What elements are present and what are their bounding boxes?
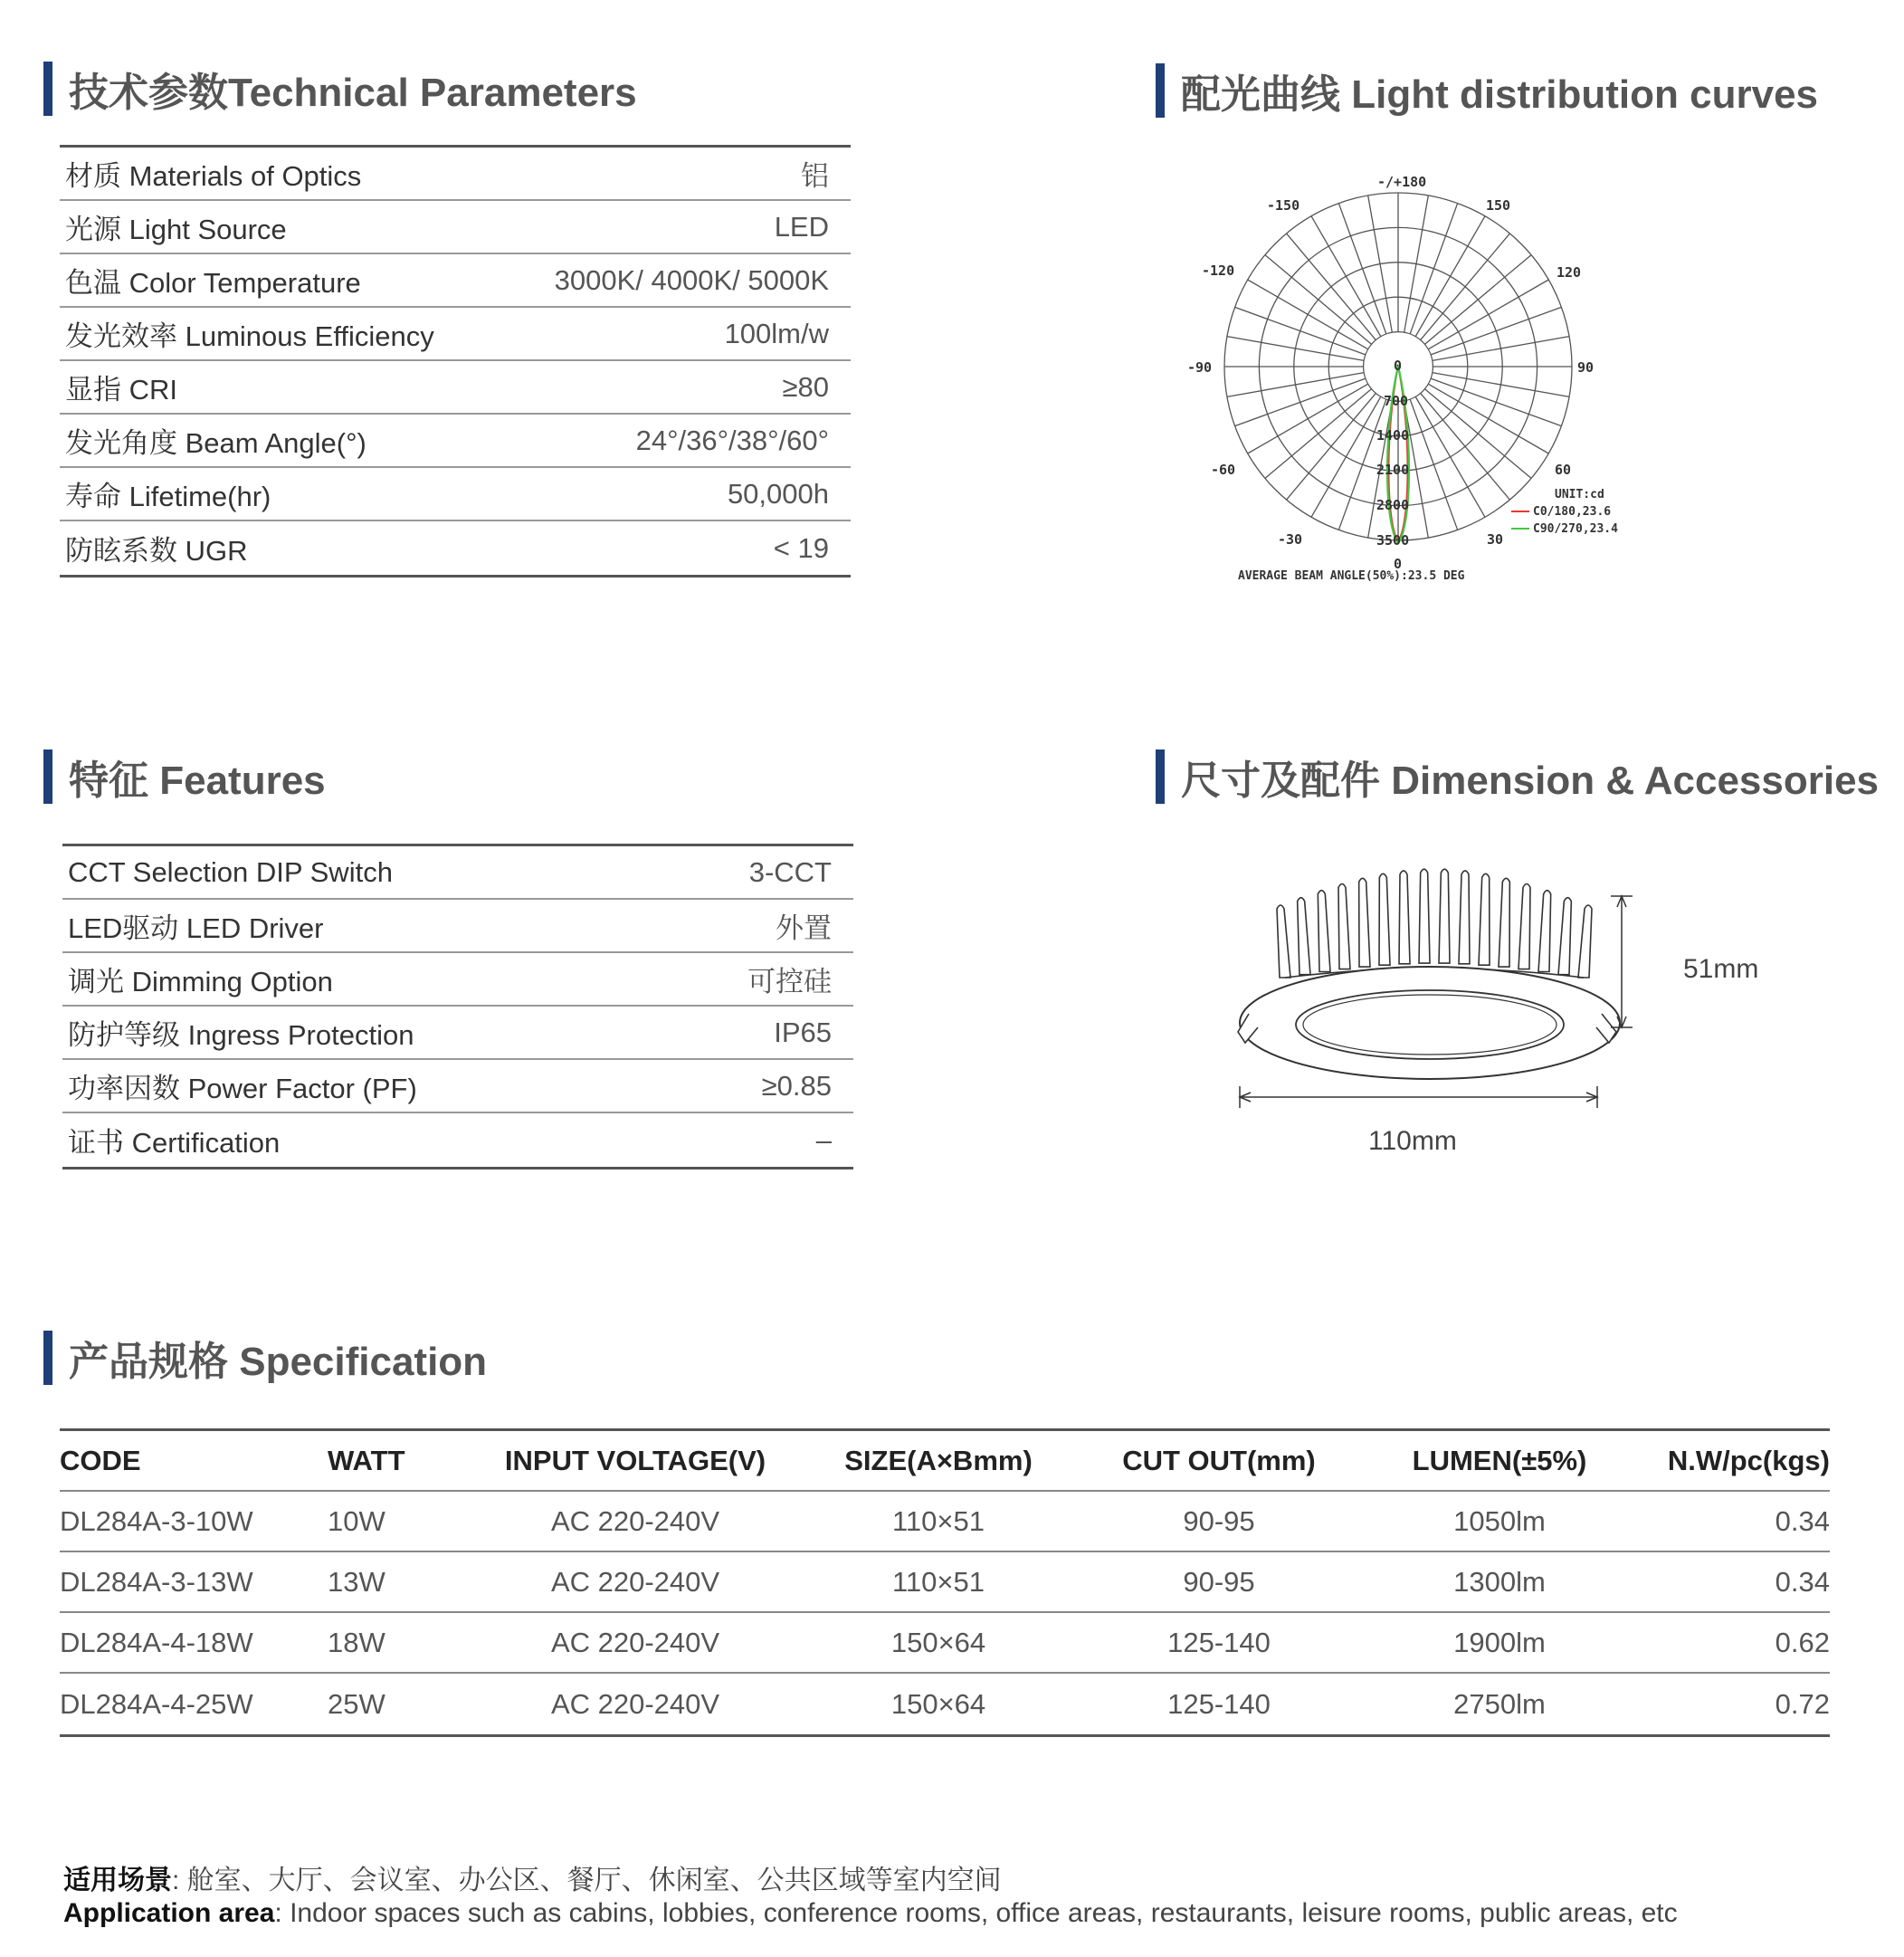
lens-inner — [1303, 995, 1557, 1055]
feature-value: 可控硅 — [747, 966, 832, 998]
table-row — [62, 1060, 853, 1113]
column-header: SIZE(A×Bmm) — [844, 1444, 1033, 1476]
angle-label: -150 — [1267, 197, 1300, 214]
tech-section-title: 技术参数Technical Parameters — [69, 71, 637, 115]
application-cn — [63, 1865, 1678, 1897]
heatsink-fin — [1379, 873, 1390, 965]
grid-spoke — [1431, 378, 1561, 426]
grid-spoke — [1227, 337, 1364, 361]
feature-value: 外置 — [776, 912, 832, 944]
angle-label: 60 — [1555, 462, 1572, 478]
table-header-row — [60, 1431, 1830, 1492]
beam-angle-caption: AVERAGE BEAM ANGLE(50%):23.5 DEG — [1238, 569, 1465, 583]
height-label: 51mm — [1683, 954, 1759, 984]
table-row — [62, 846, 853, 900]
cell-lumen: 2750lm — [1453, 1687, 1546, 1720]
heatsink-fin — [1419, 869, 1430, 963]
heatsink-fin — [1439, 869, 1450, 963]
features-table — [62, 844, 853, 1169]
grid-spoke — [1235, 307, 1366, 355]
radial-label: 0 — [1394, 358, 1403, 374]
cell-lumen: 1900lm — [1453, 1626, 1546, 1658]
heatsink-fins — [1277, 869, 1592, 978]
cell-voltage: AC 220-240V — [550, 1504, 720, 1537]
cell-code: DL284A-3-13W — [60, 1565, 253, 1598]
title-accent-bar — [1156, 63, 1165, 118]
grid-spoke — [1227, 373, 1364, 397]
param-value: 3000K/ 4000K/ 5000K — [554, 263, 829, 296]
table-row — [60, 1492, 1830, 1552]
param-label: 光源 Light Source — [65, 214, 287, 245]
application-cn-label: 适用场景 — [63, 1866, 172, 1895]
cell-lumen: 1050lm — [1453, 1504, 1546, 1537]
cell-cutout: 90-95 — [1183, 1504, 1255, 1537]
cell-code: DL284A-4-18W — [60, 1626, 253, 1658]
table-row — [60, 1674, 1830, 1734]
param-label: 发光效率 Luminous Efficiency — [65, 320, 434, 352]
param-label: 寿命 Lifetime(hr) — [65, 481, 271, 512]
param-label: 发光角度 Beam Angle(°) — [65, 427, 367, 459]
param-value: 100lm/w — [724, 317, 829, 349]
spec-table — [60, 1428, 1830, 1737]
radial-label: 3500 — [1376, 532, 1410, 549]
title-accent-bar — [43, 62, 52, 116]
cell-cutout: 90-95 — [1183, 1565, 1255, 1598]
heatsink-fin — [1277, 905, 1290, 978]
angle-label: -120 — [1202, 263, 1235, 279]
radial-label: 700 — [1384, 393, 1409, 409]
tech-params-table — [60, 145, 851, 578]
heatsink-fin — [1338, 883, 1350, 969]
cell-watt: 13W — [328, 1565, 386, 1598]
cell-size: 110×51 — [891, 1504, 985, 1537]
feature-label: CCT Selection DIP Switch — [68, 855, 393, 888]
param-value: LED — [774, 210, 829, 243]
table-row — [62, 1113, 853, 1167]
param-label: 显指 CRI — [65, 374, 177, 406]
cell-lumen: 1300lm — [1453, 1565, 1546, 1598]
grid-spoke — [1433, 337, 1569, 361]
table-row — [62, 900, 853, 953]
dimension-section-header — [1156, 748, 1879, 806]
heatsink-fin — [1518, 883, 1530, 969]
dimension-section-title: 尺寸及配件 Dimension & Accessories — [1181, 759, 1880, 803]
table-row — [60, 468, 851, 521]
cell-code: DL284A-3-10W — [60, 1504, 253, 1537]
feature-value: 3-CCT — [748, 855, 832, 888]
column-header: LUMEN(±5%) — [1412, 1444, 1587, 1476]
application-cn-text: : 舱室、大厅、会议室、办公区、餐厅、休闲室、公共区域等室内空间 — [172, 1866, 1002, 1895]
application-area — [63, 1865, 1678, 1930]
radial-label: 1400 — [1376, 427, 1410, 444]
column-header: CUT OUT(mm) — [1122, 1444, 1316, 1476]
application-en-text: : Indoor spaces such as cabins, lobbies, conference rooms, office areas, restaurants, leisure rooms, public areas, etc — [274, 1898, 1678, 1928]
title-accent-bar — [43, 1331, 52, 1385]
table-row — [60, 201, 851, 254]
feature-value: ≥0.85 — [761, 1069, 832, 1102]
heatsink-fin — [1298, 898, 1310, 975]
cell-cutout: 125-140 — [1167, 1687, 1271, 1720]
cell-cutout: 125-140 — [1167, 1626, 1271, 1658]
angle-label: 90 — [1577, 359, 1595, 376]
angle-label: -30 — [1278, 531, 1303, 548]
width-label: 110mm — [1368, 1126, 1457, 1156]
angle-label: 0 — [1394, 556, 1403, 572]
cell-weight: 0.72 — [1775, 1687, 1830, 1720]
grid-spoke — [1410, 399, 1458, 530]
feature-label: 功率因数 Power Factor (PF) — [68, 1073, 417, 1104]
cell-watt: 25W — [328, 1687, 386, 1720]
table-row — [60, 254, 851, 308]
cell-watt: 18W — [328, 1626, 386, 1658]
param-label: 防眩系数 UGR — [65, 535, 248, 567]
feature-value: IP65 — [774, 1016, 832, 1048]
param-value: 铝 — [801, 160, 829, 192]
application-en — [63, 1897, 1678, 1930]
angle-label: -90 — [1187, 359, 1213, 376]
unit-label: UNIT:cd — [1555, 488, 1604, 501]
radial-label: 2800 — [1376, 497, 1410, 513]
param-value: ≥80 — [782, 370, 829, 403]
grid-spoke — [1431, 307, 1561, 355]
radial-label: 2100 — [1376, 462, 1410, 478]
cell-voltage: AC 220-240V — [550, 1626, 720, 1658]
angle-label: 120 — [1557, 264, 1582, 281]
tech-section-header — [43, 60, 637, 118]
cell-size: 150×64 — [890, 1626, 986, 1658]
column-header: WATT — [328, 1444, 405, 1476]
angle-label: -60 — [1211, 462, 1236, 478]
cell-voltage: AC 220-240V — [550, 1687, 720, 1720]
param-label: 材质 Materials of Optics — [65, 160, 362, 192]
table-row — [60, 148, 851, 201]
cell-weight: 0.62 — [1775, 1626, 1830, 1658]
legend-c0: C0/180,23.6 — [1533, 505, 1612, 519]
grid-spoke — [1368, 196, 1393, 332]
param-label: 色温 Color Temperature — [65, 267, 361, 299]
table-row — [60, 521, 851, 575]
title-accent-bar — [1156, 749, 1165, 804]
light-section-title: 配光曲线 Light distribution curves — [1181, 72, 1819, 117]
cell-voltage: AC 220-240V — [550, 1565, 720, 1598]
param-value: 24°/36°/38°/60° — [635, 424, 829, 456]
heatsink-fin — [1399, 871, 1410, 964]
cell-size: 150×64 — [890, 1687, 986, 1720]
table-row — [60, 1552, 1830, 1613]
heatsink-fin — [1318, 891, 1330, 972]
cell-weight: 0.34 — [1775, 1504, 1830, 1537]
param-value: < 19 — [773, 531, 829, 564]
feature-value: – — [815, 1123, 832, 1156]
downlight-dimension-drawing — [1213, 851, 1792, 1159]
heatsink-fin — [1578, 905, 1592, 978]
heatsink-fin — [1558, 898, 1571, 975]
heatsink-fin — [1479, 873, 1490, 965]
table-row — [60, 361, 851, 415]
heatsink-fin — [1538, 891, 1551, 972]
table-row — [60, 415, 851, 468]
polar-distribution-chart — [1176, 163, 1665, 597]
table-row — [60, 308, 851, 361]
heatsink-fin — [1499, 878, 1509, 967]
grid-spoke — [1404, 196, 1429, 332]
grid-spoke — [1338, 204, 1386, 334]
column-header: N.W/pc(kgs) — [1667, 1444, 1830, 1476]
table-row — [62, 953, 853, 1007]
column-header: INPUT VOLTAGE(V) — [504, 1444, 766, 1476]
cell-code: DL284A-4-25W — [60, 1687, 253, 1720]
cell-watt: 10W — [328, 1504, 386, 1537]
angle-label: 150 — [1486, 197, 1511, 214]
spec-section-title: 产品规格 Specification — [69, 1340, 488, 1384]
grid-spoke — [1235, 378, 1366, 426]
cell-weight: 0.34 — [1775, 1565, 1830, 1598]
spec-section-header — [43, 1329, 487, 1387]
heatsink-fin — [1359, 878, 1370, 967]
features-section-header — [43, 748, 326, 806]
cell-size: 110×51 — [891, 1565, 985, 1598]
grid-spoke — [1410, 204, 1458, 334]
column-header: CODE — [60, 1444, 141, 1476]
title-accent-bar — [43, 749, 52, 804]
param-value: 50,000h — [727, 477, 829, 510]
light-section-header — [1156, 62, 1818, 119]
table-row — [62, 1007, 853, 1060]
features-section-title: 特征 Features — [69, 759, 326, 803]
heatsink-fin — [1459, 871, 1470, 964]
legend-c90: C90/270,23.4 — [1533, 522, 1618, 536]
feature-label: 证书 Certification — [68, 1127, 281, 1159]
application-en-label: Application area — [63, 1898, 275, 1928]
feature-label: LED驱动 LED Driver — [68, 912, 324, 944]
angle-label: 30 — [1487, 531, 1504, 548]
feature-label: 防护等级 Ingress Protection — [68, 1019, 414, 1051]
table-row — [60, 1613, 1830, 1674]
feature-label: 调光 Dimming Option — [68, 966, 333, 998]
grid-spoke — [1433, 373, 1569, 397]
angle-label: -/+180 — [1377, 174, 1427, 190]
